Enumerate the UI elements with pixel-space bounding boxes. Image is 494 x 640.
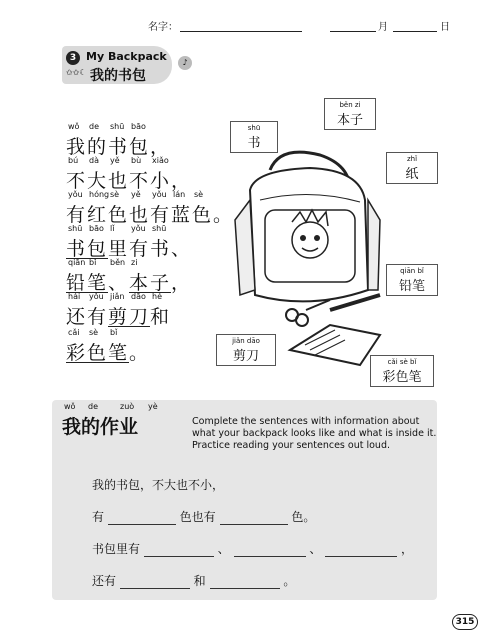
sentence-2-a: 有 [92,510,105,524]
poem-text: 我的书包， [66,136,172,158]
vocab-underline [66,362,129,363]
homework-title [52,402,182,438]
poem-pinyin: bǐ [89,258,97,267]
label-book [230,121,278,153]
day-label: 日 [440,22,450,33]
sentence-1 [92,476,224,493]
page-number: 315 [452,614,478,630]
poem-pinyin: shū [110,122,125,131]
lesson-title-en: My Backpack [86,50,167,63]
poem-pinyin: yǒu [89,292,104,301]
poem-text: 有红色也有蓝色。 [66,204,235,226]
poem-pinyin: shū [68,224,83,233]
blank-item-3[interactable] [325,544,397,557]
poem-text: 彩色笔。 [66,342,151,364]
poem-pinyin: qiān [68,258,86,267]
poem-text: 不大也不小， [66,170,193,192]
sentence-4-c: 。 [283,574,296,588]
poem-pinyin: lǐ [110,224,115,233]
vocab-underline [66,292,108,293]
stars-icon: ✩✩☾ [66,68,87,77]
poem-pinyin: yǒu [68,190,83,199]
blank-item-2[interactable] [234,544,306,557]
sentence-4 [92,572,295,589]
month-line[interactable] [330,31,376,32]
poem-pinyin: yǒu [152,190,167,199]
blank-item-4[interactable] [120,576,190,589]
poem-pinyin: bāo [89,224,104,233]
label-notebook-pinyin: běn zi [339,101,361,109]
name-line[interactable] [180,31,302,32]
label-paper-text: 纸 [405,167,419,182]
poem-pinyin: sè [194,190,204,199]
speaker-icon[interactable]: ♪ [178,56,192,70]
poem-pinyin: wǒ [68,122,80,131]
poem-pinyin: bù [131,156,142,165]
poem-text: 还有剪刀和 [66,306,172,328]
poem-pinyin: běn [110,258,126,267]
lesson-title-zh: 我的书包 [90,68,146,84]
poem-pinyin: sè [89,328,99,337]
poem-pinyin: jiǎn [110,292,125,301]
sentence-2-b: 色也有 [179,510,216,524]
sentence-3-sep1: 、 [217,542,230,556]
poem-pinyin: shū [152,224,167,233]
sentence-3-a: 书包里有 [92,542,141,556]
poem-pinyin: zi [131,258,138,267]
poem-pinyin: xiǎo [152,156,169,165]
poem-pinyin: bǐ [110,328,118,337]
sentence-3 [92,540,413,557]
poem-pinyin: yě [110,156,120,165]
label-paper [386,152,438,184]
poem-pinyin: bāo [131,122,146,131]
poem-pinyin: cǎi [68,328,80,337]
homework-instructions: Complete the sentences with information about what your backpack looks like and what is inside it. Practice reading your sentences out loud. [192,416,437,451]
poem-pinyin: yǒu [131,224,146,233]
homework-pinyin-3: zuò [120,402,135,411]
poem-pinyin: yě [131,190,141,199]
label-scissors-pinyin: jiǎn dāo [232,337,260,345]
homework-pinyin-1: wǒ [64,402,76,411]
poem-pinyin: bú [68,156,79,165]
vocab-underline [129,292,171,293]
poem-pinyin: dāo [131,292,146,301]
label-notebook-text: 本子 [336,113,363,128]
sentence-3-end: ， [401,542,414,556]
blank-color-1[interactable] [108,512,176,525]
label-book-pinyin: shū [247,124,261,132]
poem-text: 铅笔、本子， [66,272,193,294]
day-line[interactable] [393,31,437,32]
sentence-3-sep2: 、 [309,542,322,556]
poem-pinyin: hé [152,292,162,301]
label-paper-pinyin: zhǐ [406,155,418,163]
blank-item-5[interactable] [210,576,280,589]
lesson-badge [62,46,172,84]
month-label: 月 [378,22,388,33]
vocab-underline [66,258,108,259]
vocab-underline [108,326,150,327]
name-label: 名字： [148,22,178,33]
poem-text: 书包里有书、 [66,238,193,260]
poem-pinyin: sè [110,190,120,199]
homework-pinyin-2: de [88,402,98,411]
blank-color-2[interactable] [220,512,288,525]
label-markers-pinyin: cǎi sè bǐ [387,358,417,366]
poem-pinyin: hái [68,292,81,301]
label-scissors [216,334,276,366]
sentence-4-b: 和 [193,574,206,588]
poem-pinyin: hóng [89,190,110,199]
homework-title-text: 我的作业 [62,416,139,438]
label-scissors-text: 剪刀 [232,349,259,364]
lesson-number: 3 [66,51,80,65]
homework-pinyin-4: yè [148,402,158,411]
label-pencil-pinyin: qiān bǐ [400,267,424,275]
label-notebook [324,98,376,130]
label-markers-text: 彩色笔 [382,370,422,385]
poem-pinyin: lán [173,190,186,199]
label-pencil [386,264,438,296]
poem-pinyin: de [89,122,99,131]
label-book-text: 书 [247,136,261,151]
sentence-1-text: 我的书包，不大也不小， [92,478,225,492]
sentence-2 [92,508,315,525]
blank-item-1[interactable] [144,544,214,557]
poem-pinyin: dà [89,156,99,165]
sentence-4-a: 还有 [92,574,117,588]
sentence-2-c: 色。 [291,510,316,524]
label-markers [370,355,434,387]
label-pencil-text: 铅笔 [398,279,425,294]
